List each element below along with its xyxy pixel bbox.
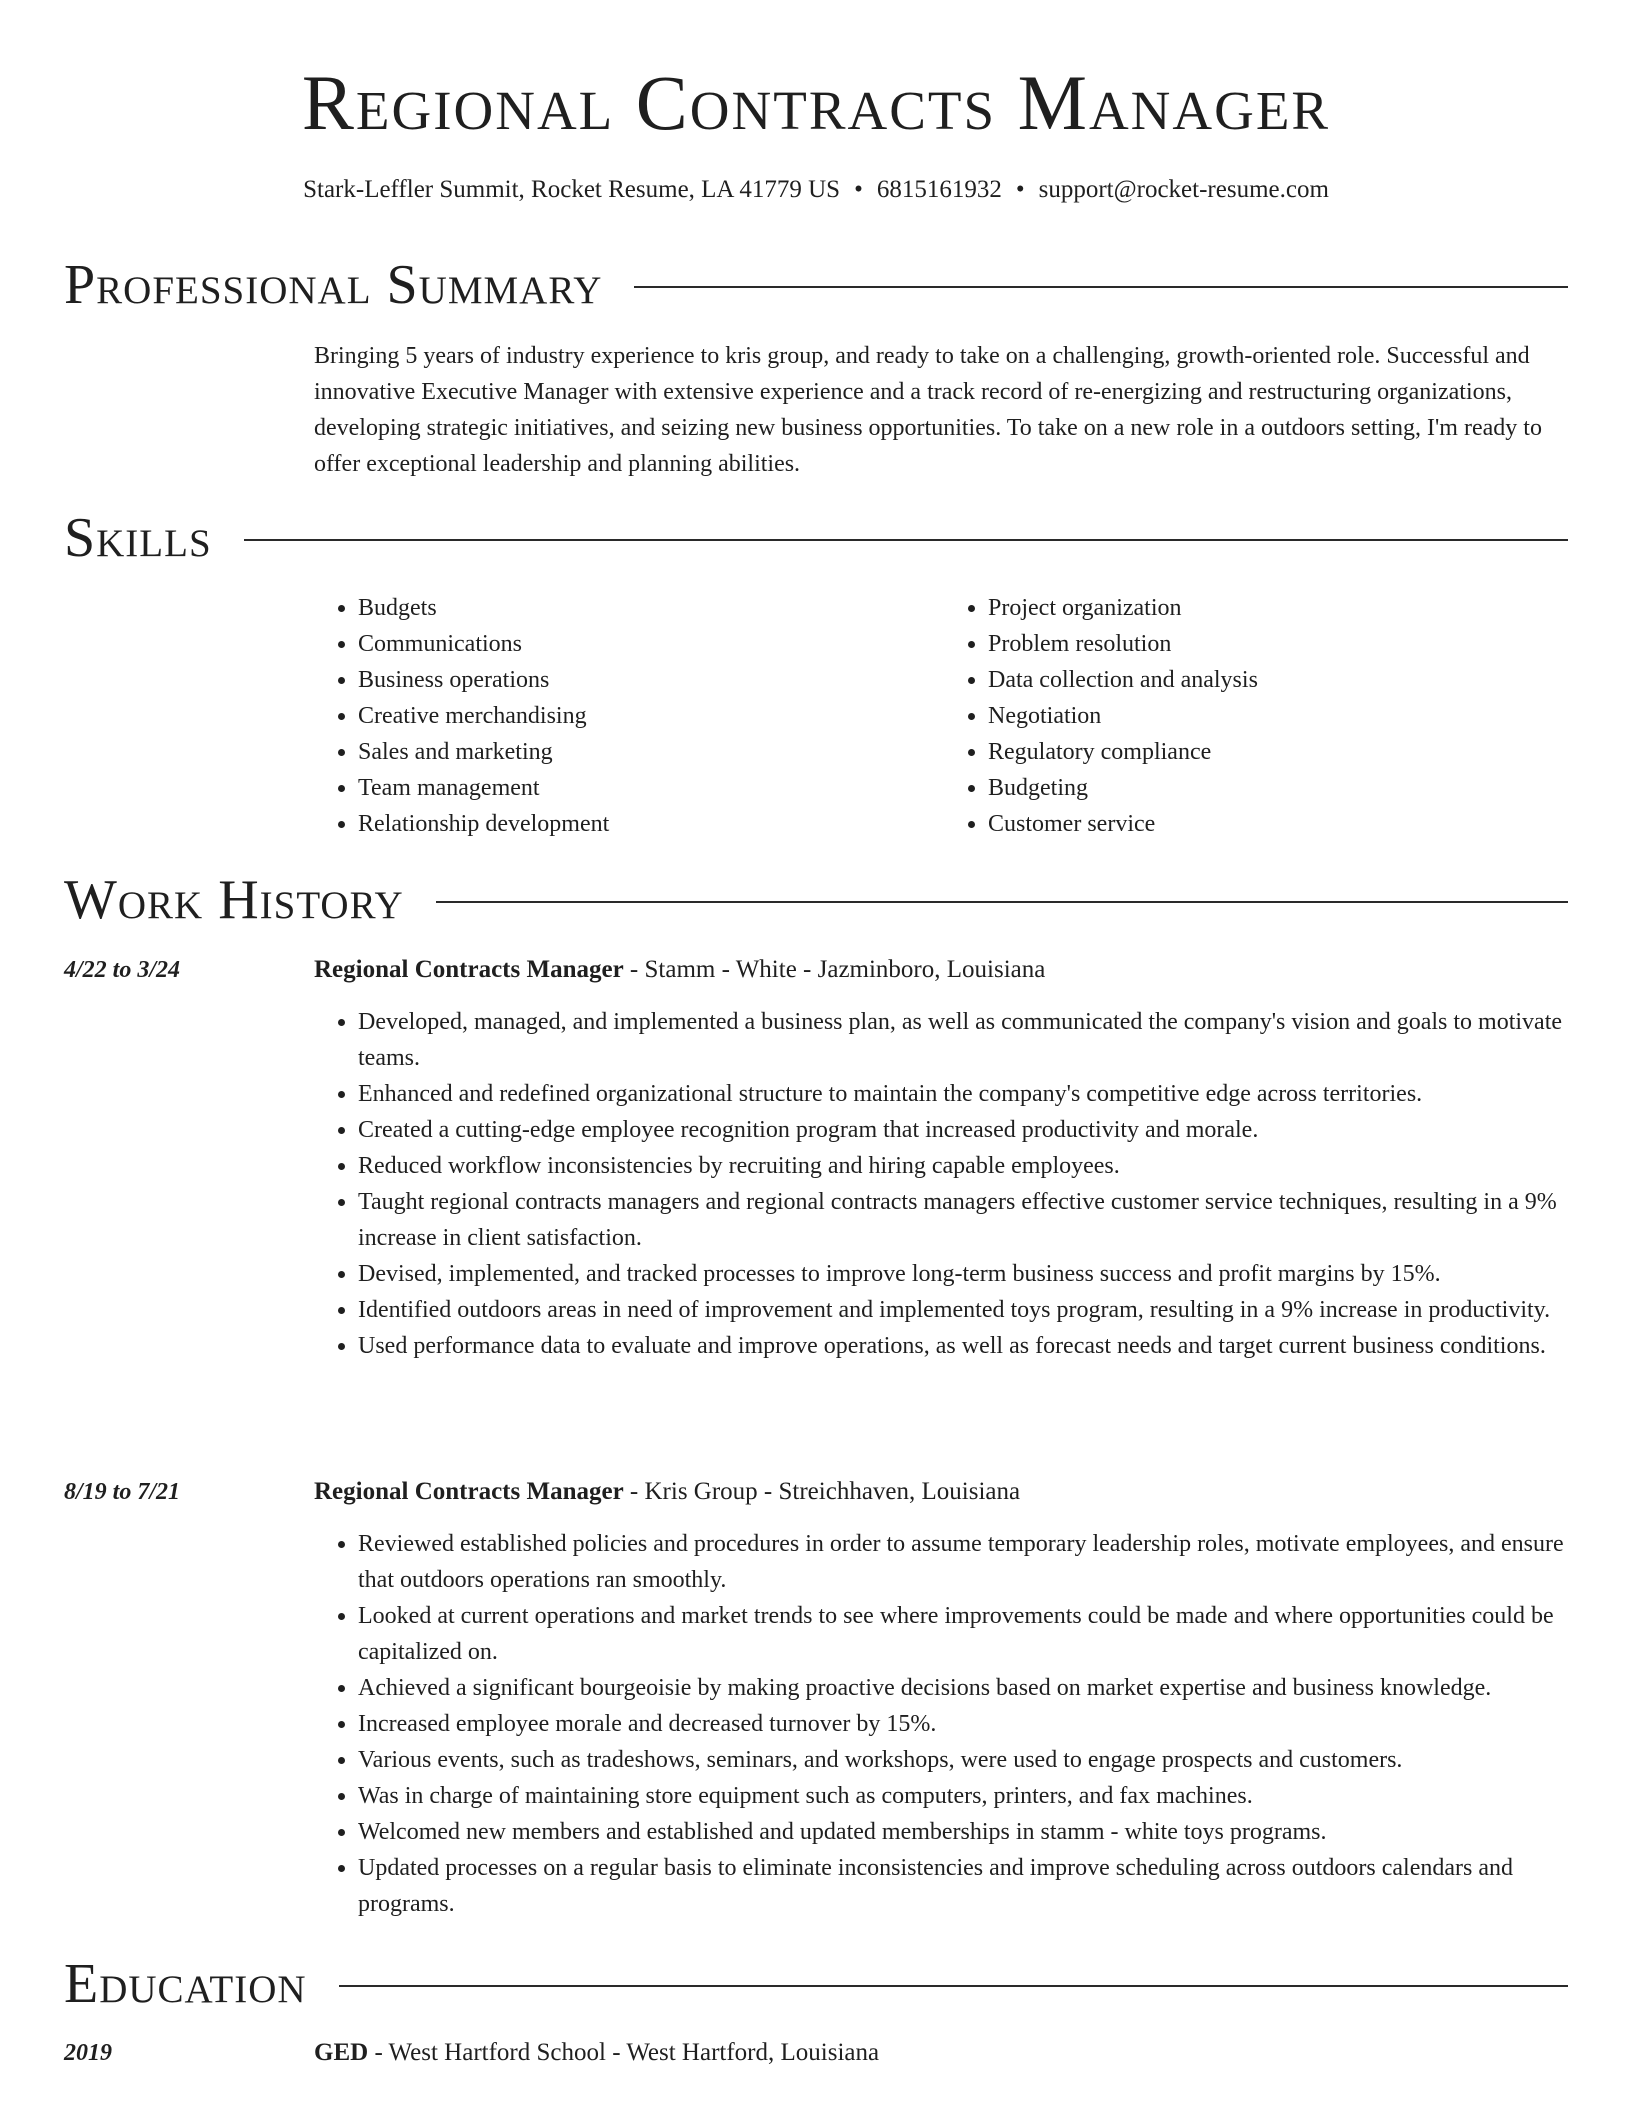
skills-heading: Skills [64,507,212,569]
skill-item: • Relationship development [358,806,944,842]
job-heading [314,1474,1020,1510]
job-heading [314,952,1045,988]
job-bullet: • Created a cutting-edge employee recognition program that increased productivity and morale. [358,1112,1568,1148]
job-title: Regional Contracts Manager [314,956,624,983]
contact-phone: 6815161932 [876,176,1002,203]
job-bullet: • Updated processes on a regular basis to eliminate inconsistencies and improve scheduling across outdoors calendars and programs. [358,1850,1568,1922]
contact-email: support@rocket-resume.com [1038,176,1329,203]
job-details: - Kris Group - Streichhaven, Louisiana [623,1478,1021,1505]
job-date: 8/19 to 7/21 [64,1479,181,1505]
job-bullet: • Was in charge of maintaining store equipment such as computers, printers, and fax machines. [358,1778,1568,1814]
work-section-header [64,868,1568,932]
job-bullet: • Reviewed established policies and procedures in order to assume temporary leadership roles, motivate employees, and ensure that outdoors operations ran smoothly. [358,1526,1568,1598]
section-divider [634,286,1568,288]
skill-item: • Business operations [358,662,944,698]
section-divider [339,1985,1568,1987]
education-heading-line [314,2035,879,2071]
contact-separator: • [1015,176,1025,203]
education-date: 2019 [64,2040,112,2066]
skills-column-left [314,590,944,842]
job-bullet: • Looked at current operations and market trends to see where improvements could be made and where opportunities could be capitalized on. [358,1598,1568,1670]
job-bullet: • Devised, implemented, and tracked processes to improve long-term business success and profit margins by 15%. [358,1256,1568,1292]
job-bullet: • Developed, managed, and implemented a business plan, as well as communicated the company's vision and goals to motivate teams. [358,1004,1568,1076]
summary-heading: Professional Summary [64,254,603,316]
job-bullet: • Used performance data to evaluate and improve operations, as well as forecast needs and target current business conditions. [358,1328,1568,1364]
contact-separator: • [854,176,863,203]
skill-item: • Budgets [358,590,944,626]
job-bullet: • Taught regional contracts managers and regional contracts managers effective customer service techniques, resulting in a 9% increase in client satisfaction. [358,1184,1568,1256]
education-heading: Education [64,1953,307,2015]
education-degree: GED [314,2039,369,2066]
education-details: - West Hartford School - West Hartford, Louisiana [368,2039,880,2066]
section-divider [436,901,1568,903]
skill-item: • Sales and marketing [358,734,944,770]
skill-item: • Project organization [988,590,1574,626]
job-bullet: • Increased employee morale and decreased turnover by 15%. [358,1706,1568,1742]
job-bullet: • Enhanced and redefined organizational structure to maintain the company's competitive edge across territories. [358,1076,1568,1112]
education-section-header [64,1952,1568,2016]
job-bullets [314,1526,1568,1922]
skill-item: • Customer service [988,806,1574,842]
skills-list [314,590,1574,842]
skill-item: • Creative merchandising [358,698,944,734]
skill-item: • Communications [358,626,944,662]
job-date: 4/22 to 3/24 [64,957,181,983]
skill-item: • Problem resolution [988,626,1574,662]
skill-item: • Negotiation [988,698,1574,734]
skill-item: • Data collection and analysis [988,662,1574,698]
job-bullets [314,1004,1568,1364]
work-heading: Work History [64,869,404,931]
skill-item: • Regulatory compliance [988,734,1574,770]
job-bullet: • Identified outdoors areas in need of improvement and implemented toys program, resulting in a 9% increase in productivity. [358,1292,1568,1328]
job-bullet: • Various events, such as tradeshows, seminars, and workshops, were used to engage prospects and customers. [358,1742,1568,1778]
section-divider [244,539,1568,541]
summary-text: Bringing 5 years of industry experience to kris group, and ready to take on a challenging, growth-oriented role. Successful and innovative Executive Manager with extensive experience and a track record of re-energizing and restructuring organizations, developing strategic initiatives, and seizing new business opportunities. To take on a new role in a outdoors setting, I'm ready to offer exceptional leadership and planning abilities. [314,343,1542,477]
skills-column-right [944,590,1574,842]
contact-address: Stark-Leffler Summit, Rocket Resume, LA 41779 US [303,176,841,203]
job-bullet: • Achieved a significant bourgeoisie by making proactive decisions based on market expertise and business knowledge. [358,1670,1568,1706]
job-bullet: • Reduced workflow inconsistencies by recruiting and hiring capable employees. [358,1148,1568,1184]
skill-item: • Budgeting [988,770,1574,806]
job-details: - Stamm - White - Jazminboro, Louisiana [623,956,1046,983]
skill-item: • Team management [358,770,944,806]
summary-section-header [64,253,1568,317]
page-title: Regional Contracts Manager [301,59,1331,146]
contact-line [0,172,1632,208]
job-title: Regional Contracts Manager [314,1478,624,1505]
job-bullet: • Welcomed new members and established and updated memberships in stamm - white toys programs. [358,1814,1568,1850]
skills-section-header [64,506,1568,570]
